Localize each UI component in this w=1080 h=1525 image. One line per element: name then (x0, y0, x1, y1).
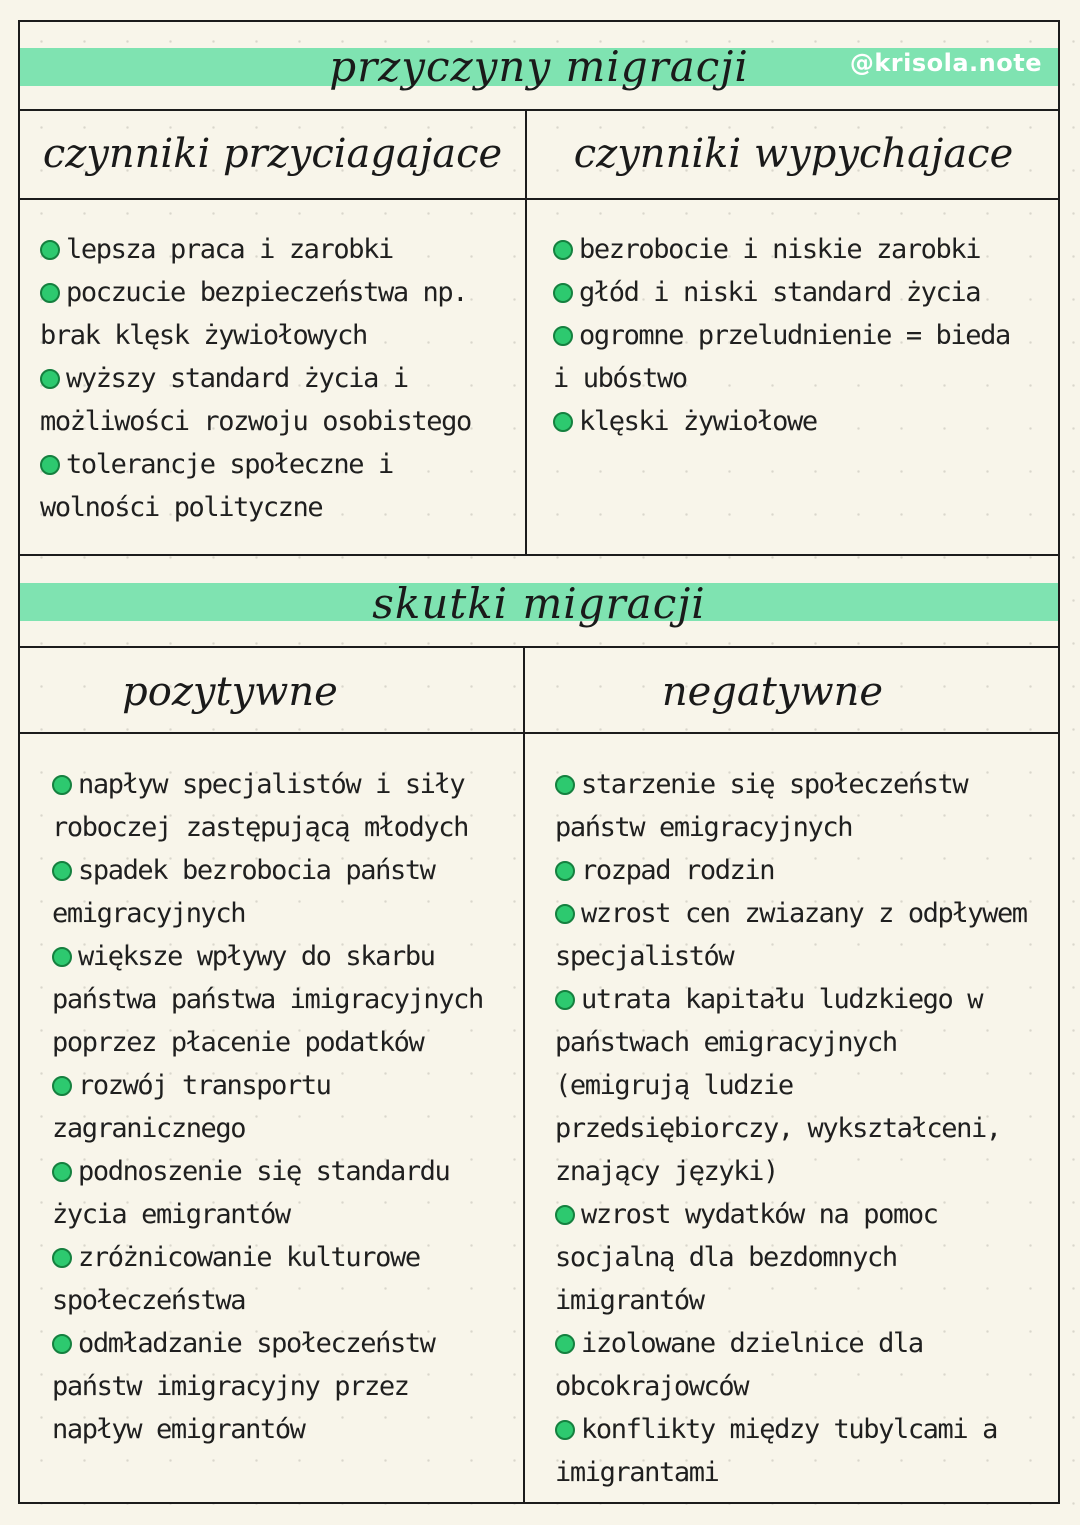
bullet-icon (555, 1334, 575, 1354)
author-handle: @krisola.note (849, 49, 1042, 77)
list-item: zróżnicowanie kulturowe społeczeństwa (52, 1242, 420, 1316)
list-item: odmładzanie społeczeństw państw imigracyjny przez napływ emigrantów (52, 1328, 435, 1445)
note-sheet (18, 20, 1060, 1504)
push-factors-list (553, 228, 1028, 443)
bullet-icon (555, 775, 575, 795)
bullet-icon (555, 990, 575, 1010)
divider (20, 198, 1058, 200)
bullet-icon (40, 369, 60, 389)
bullet-icon (555, 861, 575, 881)
list-item: wzrost wydatków na pomoc socjalną dla bezdomnych imigrantów (555, 1199, 938, 1316)
divider (20, 109, 1058, 111)
list-item: klęski żywiołowe (553, 400, 1028, 443)
pull-factors-list (40, 228, 505, 529)
list-item: podnoszenie się standardu życia emigrantów (52, 1156, 450, 1230)
bullet-icon (553, 283, 573, 303)
divider (20, 732, 1058, 734)
bullet-icon (553, 326, 573, 346)
divider (20, 554, 1058, 556)
bullet-icon (553, 240, 573, 260)
negative-effects-header: negatywne (661, 669, 884, 715)
bullet-icon (52, 1334, 72, 1354)
list-item: konflikty między tubylcami a imigrantami (555, 1414, 997, 1488)
bullet-icon (40, 240, 60, 260)
section1-title: przyczyny migracji (329, 42, 749, 91)
list-item: izolowane dzielnice dla obcokrajowców (555, 1328, 923, 1402)
list-item: lepsza praca i zarobki (40, 228, 505, 271)
bullet-icon (52, 775, 72, 795)
bullet-icon (40, 283, 60, 303)
negative-effects-list (555, 763, 1035, 1494)
bullet-icon (555, 904, 575, 924)
list-item: starzenie się społeczeństw państw emigracyjnych (555, 769, 968, 843)
bullet-icon (555, 1420, 575, 1440)
list-item: wyższy standard życia i możliwości rozwoju osobistego (40, 363, 471, 437)
list-item: ogromne przeludnienie = bieda i ubóstwo (553, 320, 1010, 394)
pull-factors-header: czynniki przyciagajace (42, 131, 503, 177)
list-item: bezrobocie i niskie zarobki (553, 228, 1028, 271)
bullet-icon (555, 1205, 575, 1225)
list-item: poczucie bezpieczeństwa np. brak klęsk żywiołowych (40, 277, 468, 351)
list-item: wzrost cen zwiazany z odpływem specjalistów (555, 898, 1027, 972)
bullet-icon (52, 947, 72, 967)
list-item: tolerancje społeczne i wolności polityczne (40, 449, 393, 523)
bullet-icon (40, 455, 60, 475)
bullet-icon (52, 1162, 72, 1182)
list-item: rozwój transportu zagranicznego (52, 1070, 331, 1144)
list-item: utrata kapitału ludzkiego w państwach emigracyjnych (emigrują ludzie przedsiębiorczy, wykształceni, znający języki) (555, 984, 1001, 1187)
bullet-icon (52, 861, 72, 881)
list-item: napływ specjalistów i siły roboczej zastępującą młodych (52, 769, 468, 843)
column-divider (523, 646, 525, 1504)
column-divider (525, 109, 527, 555)
push-factors-header: czynniki wypychajace (573, 131, 1014, 177)
list-item: rozpad rodzin (555, 849, 1035, 892)
bullet-icon (553, 412, 573, 432)
divider (20, 646, 1058, 648)
list-item: głód i niski standard życia (553, 271, 1028, 314)
list-item: spadek bezrobocia państw emigracyjnych (52, 855, 435, 929)
positive-effects-header: pozytywne (122, 669, 338, 715)
positive-effects-list (52, 763, 512, 1451)
section2-title: skutki migracji (372, 579, 706, 628)
bullet-icon (52, 1076, 72, 1096)
list-item: większe wpływy do skarbu państwa państwa imigracyjnych poprzez płacenie podatków (52, 941, 483, 1058)
bullet-icon (52, 1248, 72, 1268)
